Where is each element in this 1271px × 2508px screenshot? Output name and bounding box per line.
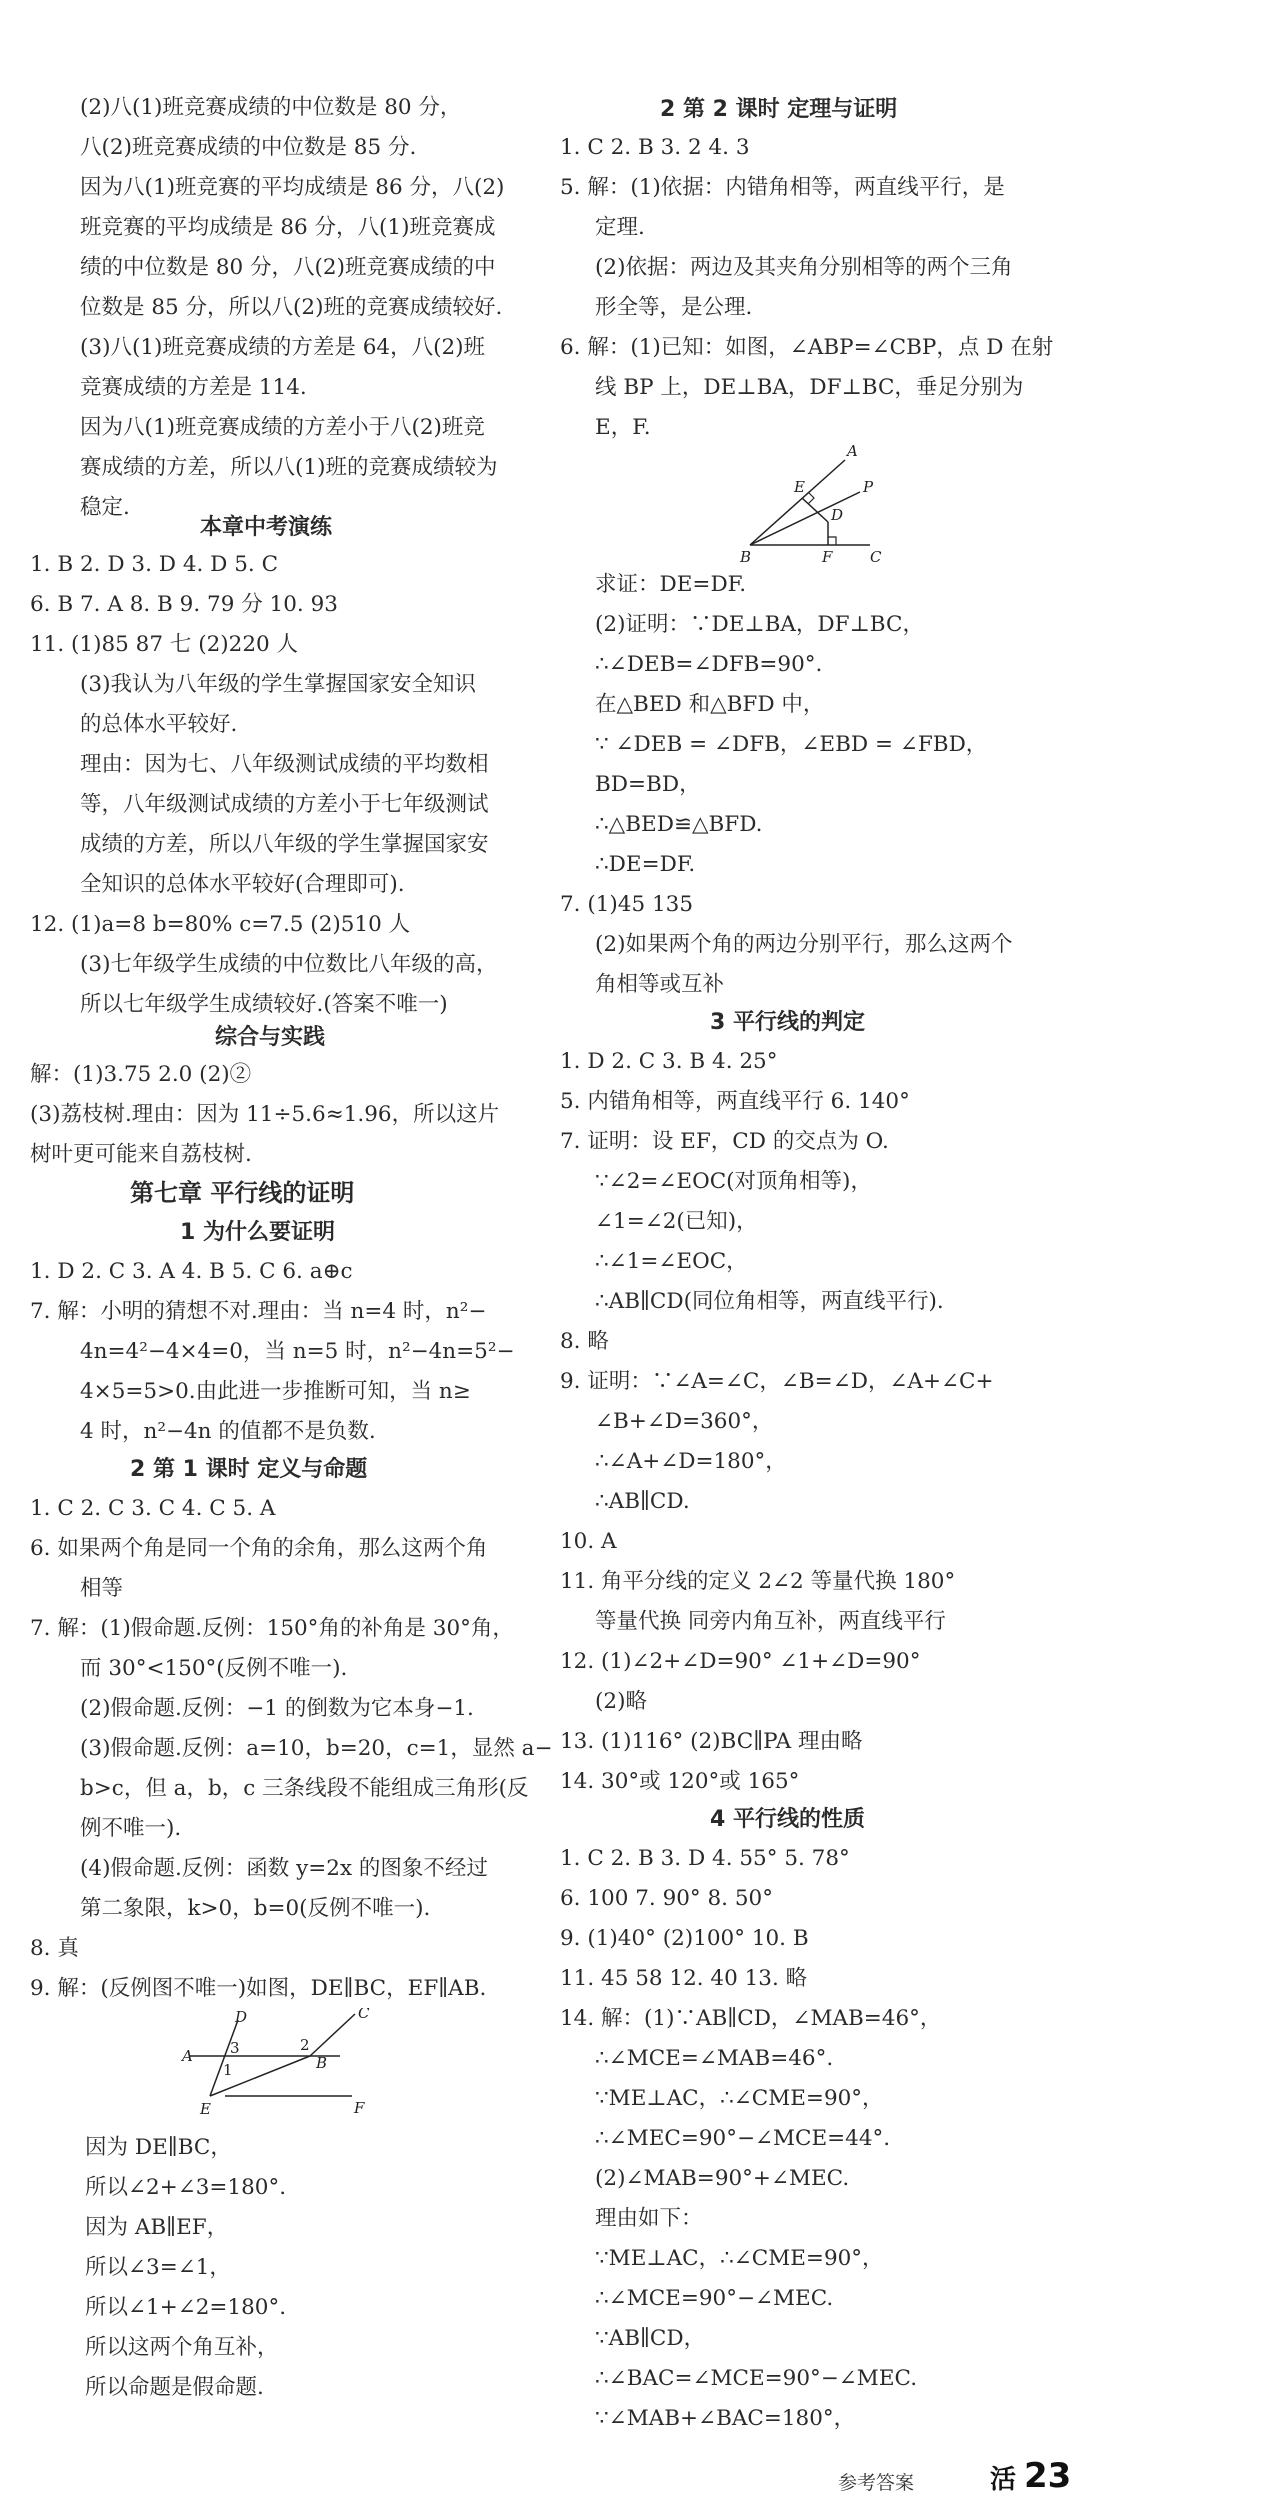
- text-line: 求证：DE=DF.: [595, 572, 747, 597]
- label-F: F: [822, 548, 833, 566]
- label-P: P: [863, 478, 874, 496]
- text-line: 的总体水平较好.: [80, 712, 238, 737]
- label-E: E: [794, 478, 805, 496]
- label-E: E: [200, 2100, 211, 2118]
- label-C: C: [870, 548, 882, 566]
- text-line: 而 30°<150°(反例不唯一).: [80, 1656, 348, 1681]
- text-line: ∵AB∥CD，: [595, 2326, 706, 2351]
- text-line: 11. 45 58 12. 40 13. 略: [560, 1966, 808, 1991]
- text-line: 解：(1)3.75 2.0 (2)②: [30, 1062, 252, 1087]
- text-line: 1. C 2. B 3. 2 4. 3: [560, 135, 750, 160]
- section-heading: 4 平行线的性质: [710, 1807, 865, 1832]
- section-heading: 1 为什么要证明: [180, 1220, 335, 1245]
- text-line: 位数是 85 分，所以八(2)班的竞赛成绩较好.: [80, 295, 503, 320]
- text-line: 形全等，是公理.: [595, 295, 753, 320]
- text-line: (3)我认为八年级的学生掌握国家安全知识: [80, 672, 476, 697]
- text-line: 10. A: [560, 1529, 617, 1554]
- text-line: ∵ ∠DEB = ∠DFB，∠EBD = ∠FBD，: [595, 732, 988, 757]
- text-line: ∴△BED≌△BFD.: [595, 812, 763, 837]
- text-line: 在△BED 和△BFD 中，: [595, 692, 825, 717]
- text-line: ∵∠2=∠EOC(对顶角相等)，: [595, 1169, 872, 1194]
- text-line: ∴∠MCE=∠MAB=46°.: [595, 2046, 834, 2071]
- text-line: 4n=4²−4×4=0，当 n=5 时，n²−4n=5²−: [80, 1339, 515, 1364]
- text-line: (3)八(1)班竞赛成绩的方差是 64，八(2)班: [80, 335, 486, 360]
- text-line: 7. 解：小明的猜想不对.理由：当 n=4 时，n²−: [30, 1299, 487, 1324]
- text-line: E，F.: [595, 415, 651, 440]
- text-line: 6. 100 7. 90° 8. 50°: [560, 1886, 773, 1911]
- text-line: 八(2)班竞赛成绩的中位数是 85 分.: [80, 135, 417, 160]
- text-line: BD=BD，: [595, 772, 701, 797]
- text-line: 因为八(1)班竞赛成绩的方差小于八(2)班竞: [80, 415, 485, 440]
- text-line: ∴∠MCE=90°−∠MEC.: [595, 2286, 834, 2311]
- text-line: 因为 AB∥EF，: [85, 2215, 229, 2240]
- text-line: 线 BP 上，DE⊥BA，DF⊥BC，垂足分别为: [595, 375, 1024, 400]
- text-line: ∵ME⊥AC，∴∠CME=90°，: [595, 2246, 884, 2271]
- text-line: 5. 解：(1)依据：内错角相等，两直线平行，是: [560, 175, 1005, 200]
- text-line: 所以七年级学生成绩较好.(答案不唯一): [80, 992, 448, 1017]
- text-line: 7. (1)45 135: [560, 892, 694, 917]
- section-heading: 3 平行线的判定: [710, 1010, 865, 1035]
- text-line: 4×5=5>0.由此进一步推断可知，当 n≥: [80, 1379, 471, 1404]
- text-line: 12. (1)a=8 b=80% c=7.5 (2)510 人: [30, 912, 411, 937]
- text-line: 所以命题是假命题.: [85, 2375, 264, 2400]
- text-line: 12. (1)∠2+∠D=90° ∠1+∠D=90°: [560, 1649, 921, 1674]
- text-line: ∴∠MEC=90°−∠MCE=44°.: [595, 2126, 891, 2151]
- text-line: 例不唯一).: [80, 1816, 182, 1841]
- chapter-heading: 第七章 平行线的证明: [130, 1179, 355, 1207]
- text-line: ∴AB∥CD.: [595, 1489, 690, 1514]
- text-line: 5. 内错角相等，两直线平行 6. 140°: [560, 1089, 910, 1114]
- text-line: ∴∠A+∠D=180°，: [595, 1449, 787, 1474]
- text-line: 8. 真: [30, 1936, 79, 1961]
- text-line: 6. B 7. A 8. B 9. 79 分 10. 93: [30, 592, 338, 617]
- text-line: 理由如下：: [595, 2206, 703, 2231]
- angle-bisector-figure: [730, 440, 930, 570]
- footer-brand: 活: [990, 2465, 1017, 2495]
- text-line: 7. 解：(1)假命题.反例：150°角的补角是 30°角，: [30, 1616, 514, 1641]
- text-line: 9. 证明：∵∠A=∠C，∠B=∠D，∠A+∠C+: [560, 1369, 994, 1394]
- text-line: 第二象限，k>0，b=0(反例不唯一).: [80, 1896, 431, 1921]
- text-line: 9. (1)40° (2)100° 10. B: [560, 1926, 809, 1951]
- text-line: (2)如果两个角的两边分别平行，那么这两个: [595, 932, 1013, 957]
- text-line: 树叶更可能来自荔枝树.: [30, 1142, 252, 1167]
- text-line: 角相等或互补: [595, 972, 725, 997]
- text-line: 6. 如果两个角是同一个角的余角，那么这两个角: [30, 1536, 488, 1561]
- text-line: ∠B+∠D=360°，: [595, 1409, 774, 1434]
- text-line: 因为八(1)班竞赛的平均成绩是 86 分，八(2): [80, 175, 505, 200]
- text-line: 因为 DE∥BC，: [85, 2135, 232, 2160]
- label-angle-3: 3: [230, 2039, 240, 2057]
- text-line: 1. D 2. C 3. A 4. B 5. C 6. a⊕c: [30, 1259, 353, 1284]
- text-line: 等量代换 同旁内角互补，两直线平行: [595, 1609, 946, 1634]
- text-line: ∵ME⊥AC，∴∠CME=90°，: [595, 2086, 884, 2111]
- text-line: ∴AB∥CD(同位角相等，两直线平行).: [595, 1289, 944, 1314]
- text-line: 定理.: [595, 215, 645, 240]
- section-heading: 综合与实践: [215, 1025, 326, 1050]
- label-D: D: [235, 2008, 248, 2026]
- text-line: (4)假命题.反例：函数 y=2x 的图象不经过: [80, 1856, 488, 1881]
- text-line: 1. C 2. C 3. C 4. C 5. A: [30, 1496, 276, 1521]
- text-line: 等，八年级测试成绩的方差小于七年级测试: [80, 792, 489, 817]
- section-heading: 2 第 2 课时 定理与证明: [660, 97, 898, 122]
- text-line: ∴DE=DF.: [595, 852, 696, 877]
- text-line: (2)证明：∵DE⊥BA，DF⊥BC，: [595, 612, 924, 637]
- text-line: 稳定.: [80, 495, 130, 520]
- text-line: 8. 略: [560, 1329, 609, 1354]
- footer-label: 参考答案: [838, 2472, 915, 2494]
- parallel-lines-figure: [180, 2008, 440, 2126]
- text-line: ∴∠BAC=∠MCE=90°−∠MEC.: [595, 2366, 918, 2391]
- page-number: 23: [1024, 2456, 1072, 2496]
- text-line: (2)∠MAB=90°+∠MEC.: [595, 2166, 850, 2191]
- text-line: 所以这两个角互补，: [85, 2335, 279, 2360]
- text-line: 班竞赛的平均成绩是 86 分，八(1)班竞赛成: [80, 215, 496, 240]
- text-line: (2)假命题.反例：−1 的倒数为它本身−1.: [80, 1696, 474, 1721]
- label-D: D: [831, 506, 844, 524]
- text-line: 相等: [80, 1576, 124, 1601]
- text-line: 13. (1)116° (2)BC∥PA 理由略: [560, 1729, 863, 1754]
- text-line: 11. (1)85 87 七 (2)220 人: [30, 632, 299, 657]
- text-line: (2)八(1)班竞赛成绩的中位数是 80 分，: [80, 95, 462, 120]
- text-line: b>c，但 a，b，c 三条线段不能组成三角形(反: [80, 1776, 529, 1801]
- label-A: A: [847, 442, 858, 460]
- text-line: 1. B 2. D 3. D 4. D 5. C: [30, 552, 279, 577]
- label-angle-1: 1: [223, 2061, 233, 2079]
- label-A: A: [182, 2047, 193, 2065]
- text-line: (3)荔枝树.理由：因为 11÷5.6≈1.96，所以这片: [30, 1102, 500, 1127]
- text-line: 所以∠1+∠2=180°.: [85, 2295, 287, 2320]
- section-heading: 本章中考演练: [200, 515, 333, 540]
- text-line: 成绩的方差，所以八年级的学生掌握国家安: [80, 832, 489, 857]
- text-line: 所以∠2+∠3=180°.: [85, 2175, 287, 2200]
- text-line: 14. 解：(1)∵AB∥CD，∠MAB=46°，: [560, 2006, 942, 2031]
- text-line: 7. 证明：设 EF，CD 的交点为 O.: [560, 1129, 889, 1154]
- text-line: 赛成绩的方差，所以八(1)班的竞赛成绩较为: [80, 455, 498, 480]
- text-line: 11. 角平分线的定义 2∠2 等量代换 180°: [560, 1569, 956, 1594]
- text-line: 4 时，n²−4n 的值都不是负数.: [80, 1419, 376, 1444]
- text-line: 9. 解：(反例图不唯一)如图，DE∥BC，EF∥AB.: [30, 1976, 487, 2001]
- text-line: 所以∠3=∠1，: [85, 2255, 231, 2280]
- text-line: (2)依据：两边及其夹角分别相等的两个三角: [595, 255, 1013, 280]
- text-line: 竞赛成绩的方差是 114.: [80, 375, 307, 400]
- text-line: 14. 30°或 120°或 165°: [560, 1769, 800, 1794]
- label-B: B: [740, 548, 752, 566]
- text-line: 1. C 2. B 3. D 4. 55° 5. 78°: [560, 1846, 850, 1871]
- text-line: ∴∠1=∠EOC，: [595, 1249, 748, 1274]
- label-angle-2: 2: [300, 2036, 310, 2054]
- text-line: 1. D 2. C 3. B 4. 25°: [560, 1049, 778, 1074]
- text-line: (3)假命题.反例：a=10，b=20，c=1，显然 a−: [80, 1736, 553, 1761]
- section-heading: 2 第 1 课时 定义与命题: [130, 1457, 368, 1482]
- label-B: B: [316, 2054, 328, 2072]
- text-line: ∵∠MAB+∠BAC=180°，: [595, 2406, 856, 2431]
- text-line: 6. 解：(1)已知：如图，∠ABP=∠CBP，点 D 在射: [560, 335, 1054, 360]
- label-F: F: [354, 2099, 365, 2117]
- text-line: (3)七年级学生成绩的中位数比八年级的高，: [80, 952, 498, 977]
- text-line: ∴∠DEB=∠DFB=90°.: [595, 652, 823, 677]
- text-line: 理由：因为七、八年级测试成绩的平均数相: [80, 752, 489, 777]
- text-line: ∠1=∠2(已知)，: [595, 1209, 758, 1234]
- text-line: 全知识的总体水平较好(合理即可).: [80, 872, 405, 897]
- label-C: C: [358, 2008, 370, 2022]
- text-line: (2)略: [595, 1689, 647, 1714]
- text-line: 绩的中位数是 80 分，八(2)班竞赛成绩的中: [80, 255, 496, 280]
